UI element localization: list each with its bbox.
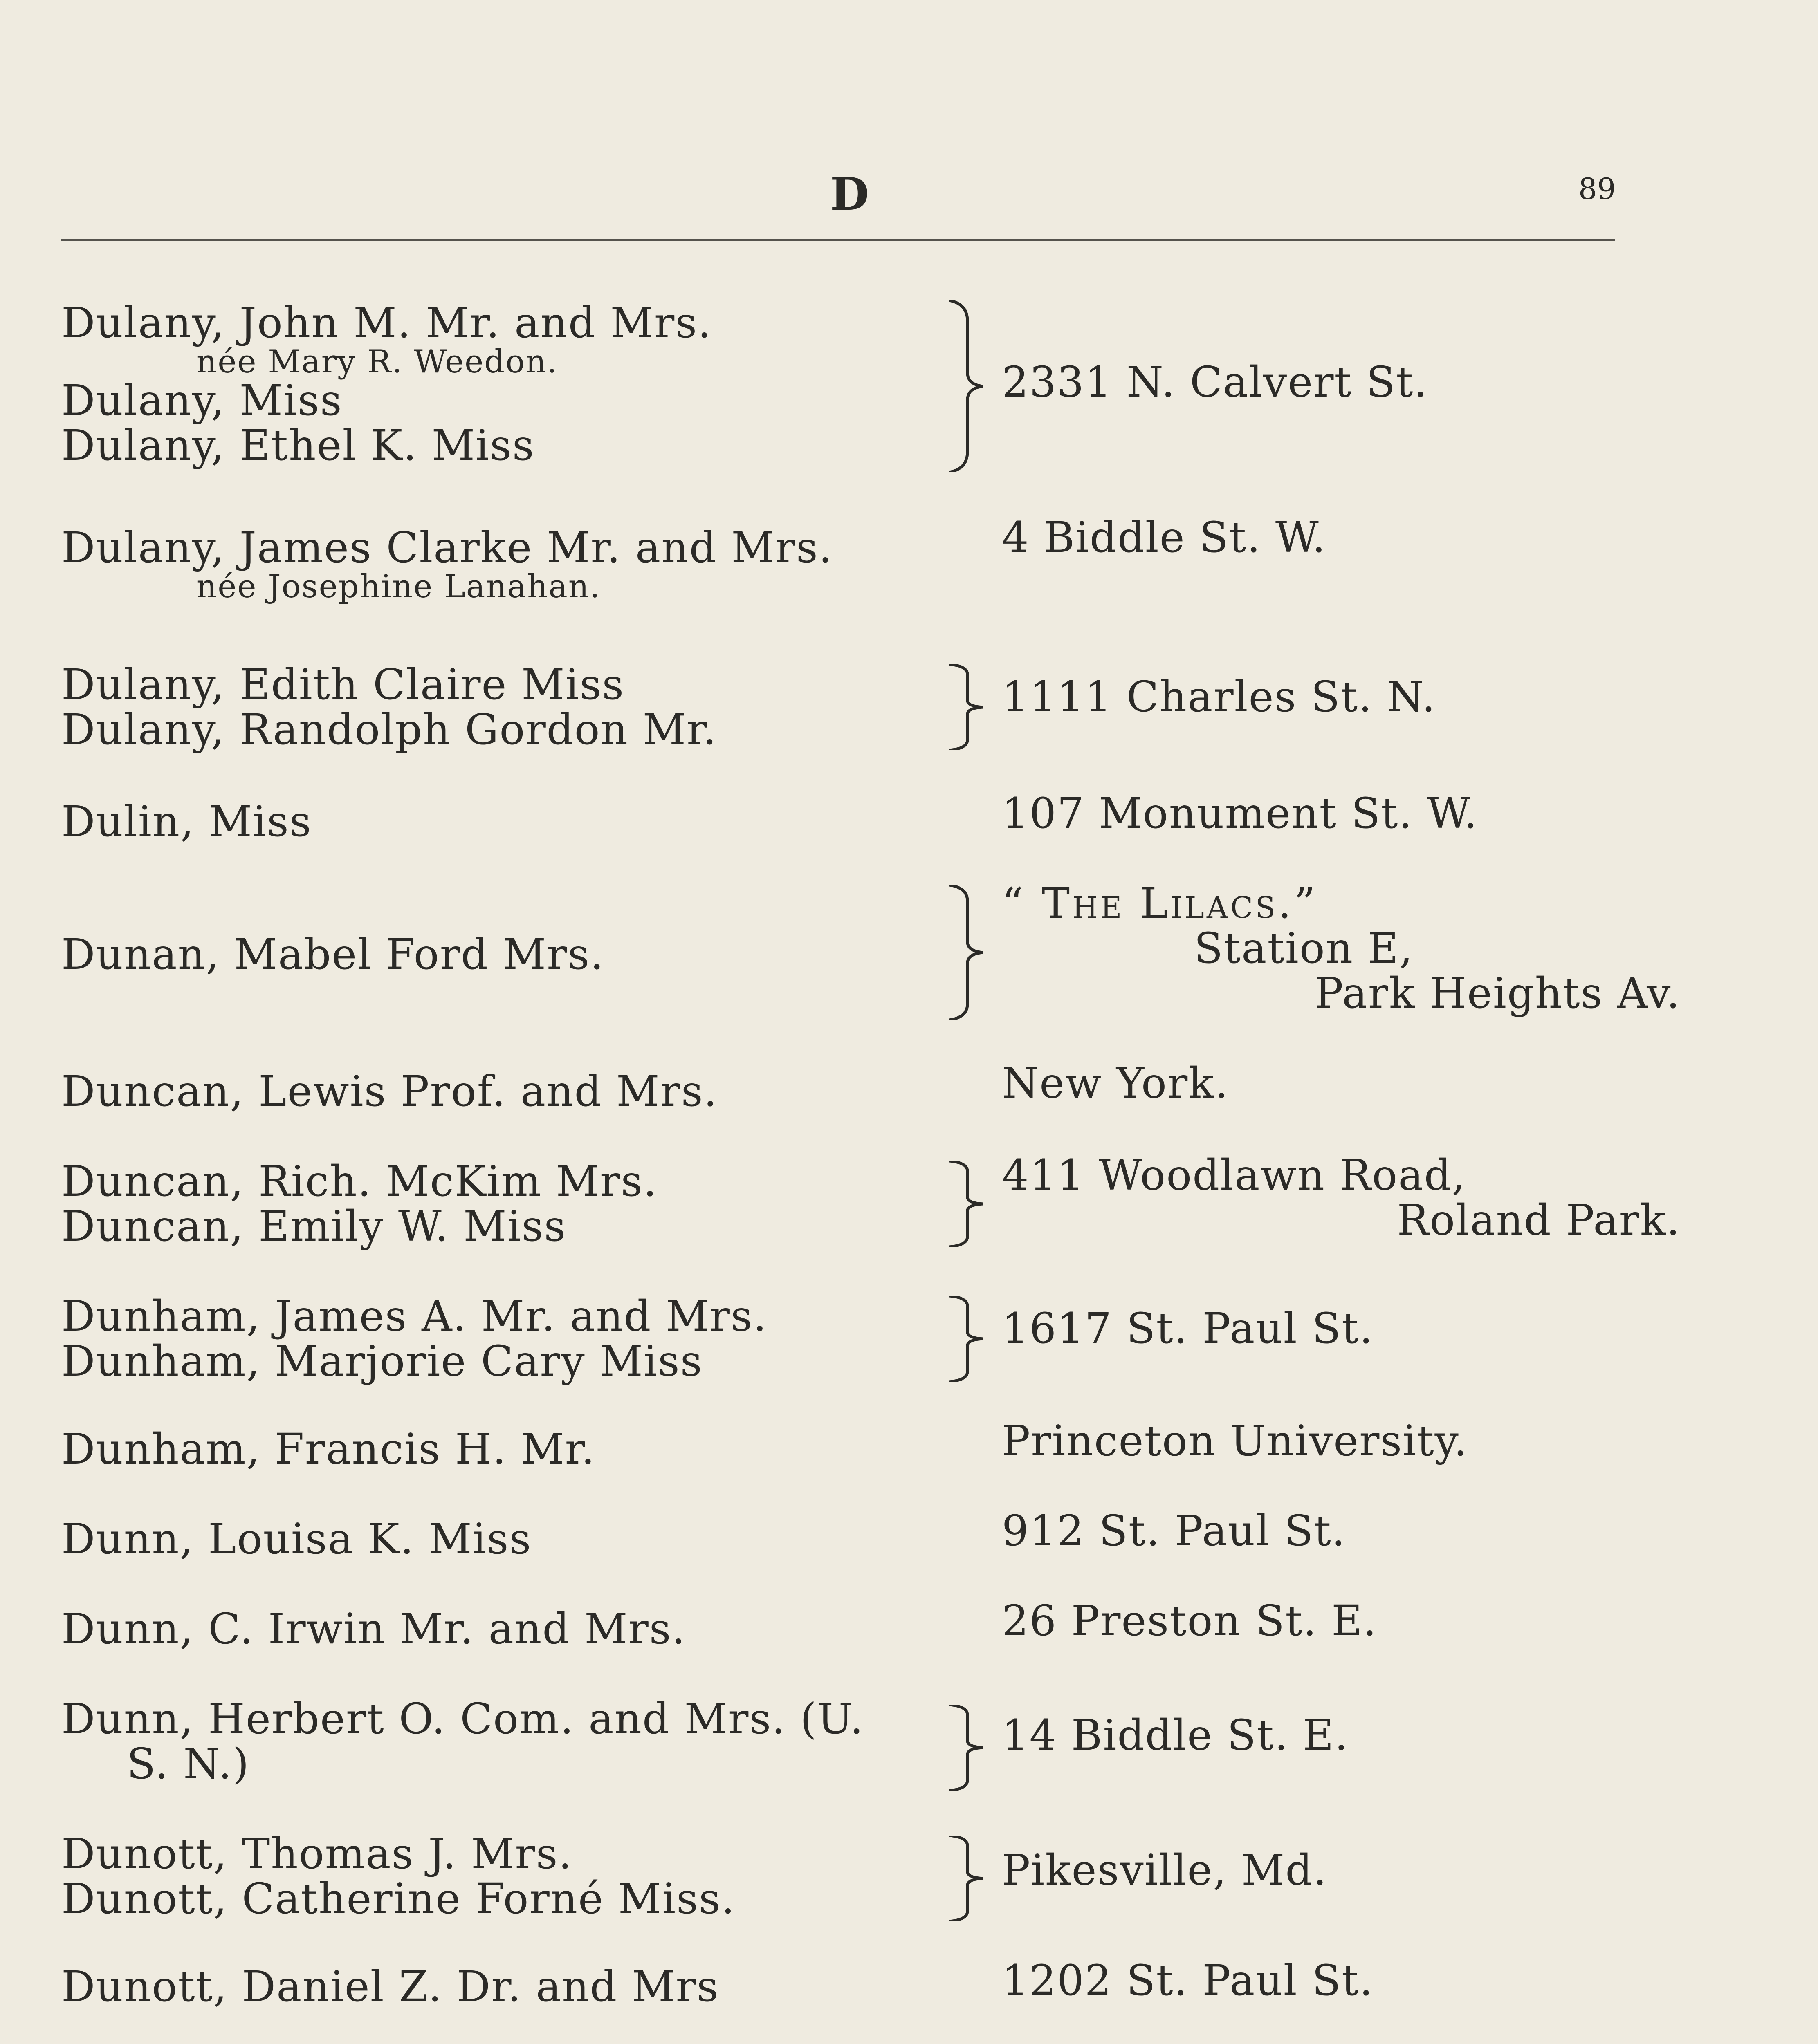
entry-names — [61, 662, 940, 752]
address-line: 411 Woodlawn Road, — [1002, 1151, 1466, 1200]
entry-name: Dunham, Francis H. Mr. — [61, 1425, 596, 1474]
entry-name: Duncan, Lewis Prof. and Mrs. — [61, 1067, 718, 1116]
entry-name: Dulany, Randolph Gordon Mr. — [61, 705, 717, 754]
address-line: “ The Lilacs.” — [1002, 879, 1318, 928]
entry-address — [1002, 360, 1681, 405]
entry-names — [61, 1427, 940, 1472]
address-line: 1111 Charles St. N. — [1002, 672, 1436, 722]
entry-name: Dunott, Thomas J. Mrs. — [61, 1829, 573, 1878]
address-line: New York. — [1002, 1059, 1229, 1108]
address-line: 14 Biddle St. E. — [1002, 1711, 1349, 1760]
entry-maiden-name: née Mary R. Weedon. — [196, 343, 558, 380]
address-line: Station E, — [1194, 924, 1414, 973]
entry-address — [1002, 515, 1681, 560]
entry-name: Dunn, Herbert O. Com. and Mrs. (U. — [61, 1694, 864, 1744]
entry-name: Duncan, Emily W. Miss — [61, 1202, 567, 1251]
entry-name: Dunn, C. Irwin Mr. and Mrs. — [61, 1605, 686, 1654]
entry-address — [1002, 1508, 1681, 1553]
entry-maiden-name: née Josephine Lanahan. — [196, 568, 601, 605]
address-line: Pikesville, Md. — [1002, 1846, 1328, 1895]
entry-address — [1002, 1958, 1681, 2003]
entry-names — [61, 1159, 940, 1249]
entry-names — [61, 1517, 940, 1562]
entry-name: Duncan, Rich. McKim Mrs. — [61, 1157, 658, 1206]
entry-names — [61, 1964, 940, 2009]
entry-address — [1002, 1713, 1681, 1758]
entry-address — [1002, 1848, 1681, 1893]
address-line: Park Heights Av. — [1315, 969, 1681, 1018]
entry-address — [1002, 1153, 1681, 1243]
entry-address — [1002, 1416, 1681, 1466]
address-line: 2331 N. Calvert St. — [1002, 358, 1428, 407]
entry-name: Dulany, Ethel K. Miss — [61, 421, 535, 470]
entry-name: Dunn, Louisa K. Miss — [61, 1515, 532, 1564]
curly-brace — [940, 1705, 985, 1791]
address-line: Roland Park. — [1397, 1196, 1681, 1245]
curly-brace — [940, 1296, 985, 1382]
entry-address — [1002, 1306, 1681, 1351]
curly-brace — [940, 664, 985, 750]
entry-names — [61, 1694, 940, 1788]
curly-brace — [940, 885, 985, 1020]
entry-address — [1002, 1598, 1681, 1643]
entry-name: Dulany, James Clarke Mr. and Mrs. — [61, 523, 833, 572]
entry-names — [61, 932, 940, 977]
entry-name: S. N.) — [127, 1739, 250, 1788]
entry-name: Dulany, Miss — [61, 376, 343, 425]
entry-names — [61, 1294, 940, 1384]
header-rule — [61, 239, 1615, 241]
address-line: 912 St. Paul St. — [1002, 1506, 1346, 1555]
address-line: 1202 St. Paul St. — [1002, 1956, 1374, 2005]
entry-names — [61, 1069, 940, 1114]
entry-name: Dunott, Catherine Forné Miss. — [61, 1874, 736, 1923]
entry-address — [1002, 672, 1681, 722]
entry-names — [61, 799, 940, 844]
entry-names — [61, 525, 940, 603]
curly-brace — [940, 1161, 985, 1247]
page-number: 89 — [1578, 172, 1616, 206]
address-line: 107 Monument St. W. — [1002, 789, 1478, 838]
entry-address — [1002, 791, 1681, 836]
entry-names — [61, 1607, 940, 1652]
entry-name: Dunham, Marjorie Cary Miss — [61, 1337, 703, 1386]
curly-brace — [940, 300, 985, 472]
section-letter: D — [830, 168, 871, 220]
address-line: Princeton University. — [1002, 1416, 1468, 1466]
entry-name: Dulin, Miss — [61, 797, 312, 846]
address-line: 26 Preston St. E. — [1002, 1596, 1377, 1645]
curly-brace — [940, 1836, 985, 1921]
entry-name: Dunott, Daniel Z. Dr. and Mrs — [61, 1962, 719, 2011]
entry-name: Dulany, John M. Mr. and Mrs. — [61, 298, 712, 347]
address-line: 1617 St. Paul St. — [1002, 1304, 1374, 1353]
entry-name: Dunan, Mabel Ford Mrs. — [61, 930, 604, 979]
entry-names — [61, 1831, 940, 1921]
address-line: 4 Biddle St. W. — [1002, 513, 1326, 562]
entry-address — [1002, 1061, 1681, 1106]
entry-name: Dunham, James A. Mr. and Mrs. — [61, 1292, 768, 1341]
entry-name: Dulany, Edith Claire Miss — [61, 660, 625, 709]
entry-address — [1002, 881, 1681, 1016]
entry-names — [61, 300, 940, 468]
